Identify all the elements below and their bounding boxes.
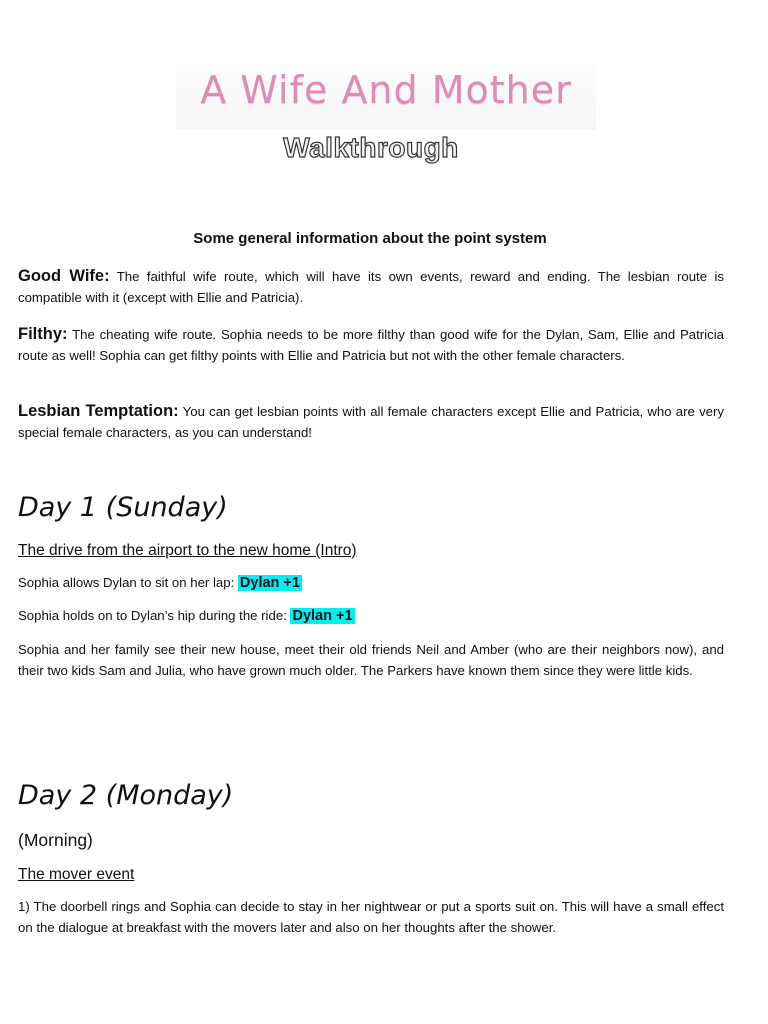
logo-text: A Wife And Mother [200,68,572,112]
dylan-points-badge: Dylan +1 [292,608,353,624]
filthy-term: Filthy: [18,325,68,343]
dylan-points-badge: Dylan +1 [239,575,300,591]
good-wife-term: Good Wife: [18,267,110,285]
filthy-paragraph [18,324,724,366]
day2-time-heading: (Morning) [18,830,93,850]
day2-step-1: 1) The doorbell rings and Sophia can decide to stay in her nightwear or put a sports suit on. This will have a small effect on the dialogue at breakfast with the movers later and also on her thoughts after the shower. [18,899,724,935]
point-system-heading: Some general information about the point system [193,230,547,247]
choice-1-text: Sophia allows Dylan to sit on her lap: [18,575,235,590]
filthy-text: The cheating wife route. Sophia needs to be more filthy than good wife for the Dylan, Sam, Ellie and Patricia route as well! Sophia can get filthy points with Ellie and Patricia but not with the other female characters. [18,327,724,363]
game-logo [176,58,596,130]
lesbian-term: Lesbian Temptation: [18,402,179,420]
day2-section-heading: The mover event [18,866,135,883]
day1-choice-2 [18,608,355,624]
choice-2-text: Sophia holds on to Dylan’s hip during the ride: [18,608,287,623]
good-wife-paragraph [18,266,724,308]
day1-section-heading: The drive from the airport to the new home (Intro) [18,542,357,559]
day1-choice-1 [18,575,302,591]
lesbian-paragraph [18,401,724,443]
good-wife-text: The faithful wife route, which will have its own events, reward and ending. The lesbian route is compatible with it (except with Ellie and Patricia). [18,269,724,305]
day2-title: Day 2 (Monday) [18,780,234,811]
lesbian-text: You can get lesbian points with all female characters except Ellie and Patricia, who are very special female characters, as you can understand! [18,404,724,440]
day1-title: Day 1 (Sunday) [18,492,228,523]
day1-description: Sophia and her family see their new house, meet their old friends Neil and Amber (who are their neighbors now), and their two kids Sam and Julia, who have grown much older. The Parkers have known them since they were little kids. [18,642,724,678]
walkthrough-subtitle: Walkthrough [283,132,459,163]
